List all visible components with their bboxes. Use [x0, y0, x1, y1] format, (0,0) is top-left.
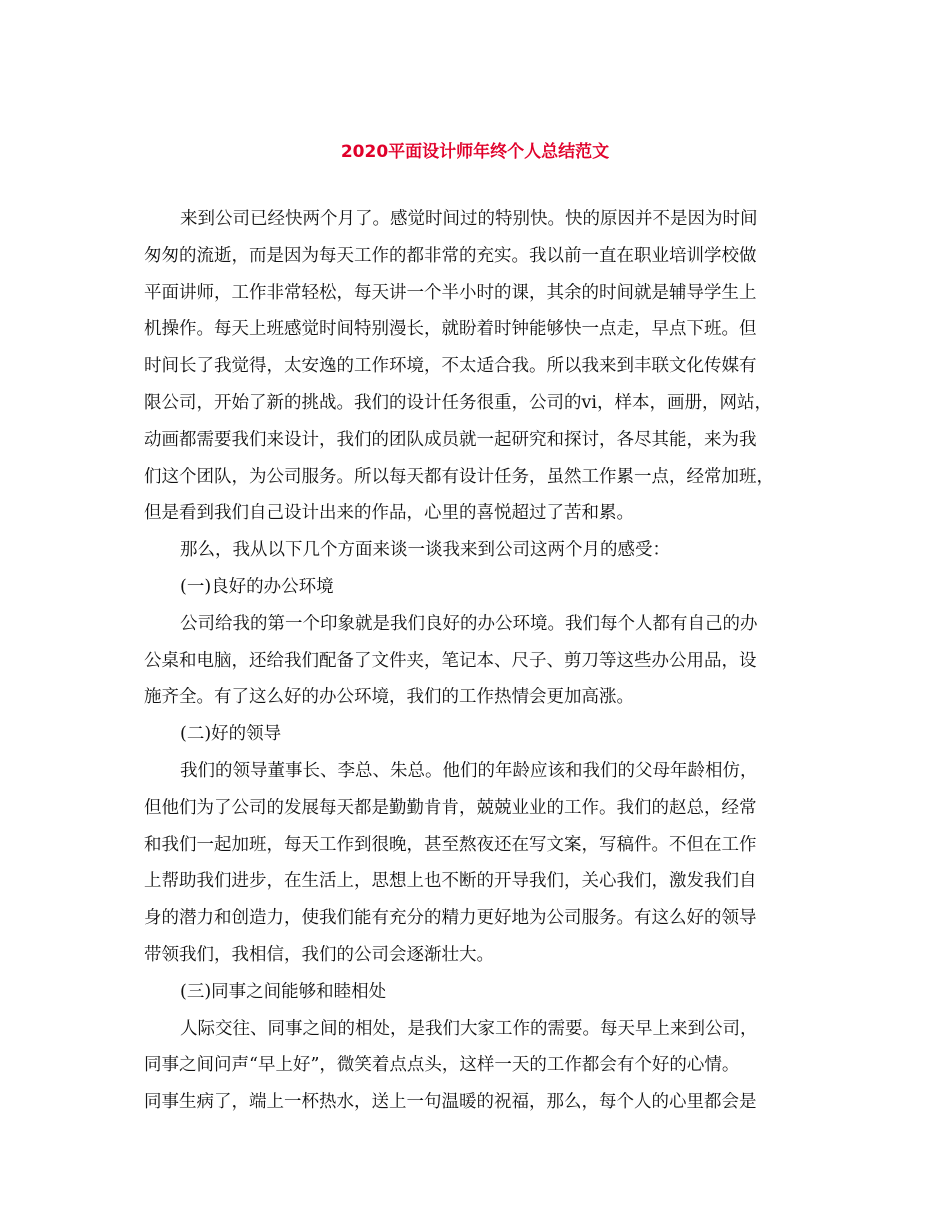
text-line: 来到公司已经快两个月了。感觉时间过的特别快。快的原因并不是因为时间 — [180, 209, 758, 229]
text-line: 公司给我的第一个印象就是我们良好的办公环境。我们每个人都有自己的办 — [180, 613, 758, 634]
text-line: 限公司，开始了新的挑战。我们的设计任务很重，公司的vi，样本，画册，网站， — [144, 392, 772, 413]
text-line: 但他们为了公司的发展每天都是勤勤肯肯，兢兢业业的工作。我们的赵总，经常 — [144, 797, 757, 818]
document-body — [144, 201, 804, 1121]
text-line: 平面讲师，工作非常轻松，每天讲一个半小时的课，其余的时间就是辅导学生上 — [144, 282, 757, 303]
text-line: 和我们一起加班，每天工作到很晚，甚至熬夜还在写文案，写稿件。不但在工作 — [144, 834, 757, 855]
text-line: 身的潜力和创造力，使我们能有充分的精力更好地为公司服务。有这么好的领导 — [144, 908, 757, 929]
text-line: 机操作。每天上班感觉时间特别漫长，就盼着时钟能够快一点走，早点下班。但 — [144, 319, 757, 340]
text-line: 施齐全。有了这么好的办公环境，我们的工作热情会更加高涨。 — [144, 687, 634, 708]
text-line: 同事之间问声“早上好”，微笑着点点头，这样一天的工作都会有个好的心情。 — [144, 1055, 740, 1076]
text-line: 同事生病了，端上一杯热水，送上一句温暖的祝福，那么，每个人的心里都会是 — [144, 1092, 757, 1113]
text-line: 公桌和电脑，还给我们配备了文件夹，笔记本、尺子、剪刀等这些办公用品，设 — [144, 650, 757, 671]
section-heading: (二)好的领导 — [180, 724, 282, 745]
text-line: 带领我们，我相信，我们的公司会逐渐壮大。 — [144, 944, 494, 965]
text-line: 匆匆的流逝，而是因为每天工作的都非常的充实。我以前一直在职业培训学校做 — [144, 245, 757, 266]
text-line: 上帮助我们进步，在生活上，思想上也不断的开导我们，关心我们，激发我们自 — [144, 871, 757, 892]
text-line: 时间长了我觉得，太安逸的工作环境，不太适合我。所以我来到丰联文化传媒有 — [144, 356, 757, 377]
text-line: 人际交往、同事之间的相处，是我们大家工作的需要。每天早上来到公司， — [180, 1018, 758, 1039]
section-heading: (三)同事之间能够和睦相处 — [180, 981, 387, 1002]
document-title: 2020平面设计师年终个人总结范文 — [340, 142, 610, 162]
text-line: 但是看到我们自己设计出来的作品，心里的喜悦超过了苦和累。 — [144, 503, 634, 524]
text-line: 动画都需要我们来设计，我们的团队成员就一起研究和探讨，各尽其能，来为我 — [144, 429, 757, 450]
text-line: 们这个团队，为公司服务。所以每天都有设计任务，虽然工作累一点，经常加班， — [144, 466, 774, 487]
text-line: 那么，我从以下几个方面来谈一谈我来到公司这两个月的感受： — [180, 540, 670, 561]
text-line: 我们的领导董事长、李总、朱总。他们的年龄应该和我们的父母年龄相仿， — [180, 760, 758, 781]
section-heading: (一)良好的办公环境 — [180, 576, 334, 597]
